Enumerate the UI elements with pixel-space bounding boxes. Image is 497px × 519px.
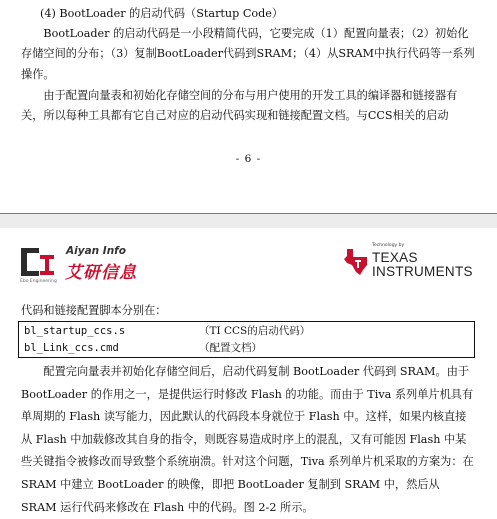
page-number: - 6 -	[235, 153, 262, 165]
page-gap	[0, 214, 497, 228]
code-file-comment: （TI CCS的启动代码）	[199, 325, 311, 337]
paragraph-sram-copy: 配置完向量表并初始化存储空间后，启动代码复制 BootLoader 代码到 SRAM。由于 BootLoader 的作用之一，是提供运行时修改 Flash 的功能。而由于 Tiva 系列单片机具有单周期的 Flash 读写能力，因此默认的代码段本身就位于 Flash 中。这样，如果内核直接从 Flash 中加载修改其自身的指令，则既容易造成时序上的混乱，又有可能因 Flash 中某些关键指令被修改而导致整个系统崩溃。针对这个问题，Tiva 系列单片机采取的方案为：在 SRAM 中建立 BootLoader 的映像，即把 BootLoader 复制到 SRAM 中，然后从 SRAM 运行代码来修改在 Flash 中的代码。图 2-2 所示。	[21, 365, 474, 514]
aiyan-tagline: Ebo Engineering	[20, 279, 57, 284]
paragraph-toolchain: 由于配置向量表和初始化存储空间的分布与用户使用的开发工具的编译器和链接器有关，所以每种工具都有它自己对应的启动代码实现和链接配置文档。与CCS相关的启动	[21, 89, 458, 123]
code-file-name: bl_Link_ccs.cmd	[24, 342, 119, 354]
texas-state-icon	[343, 248, 369, 276]
code-file-comment: （配置文档）	[199, 342, 262, 354]
aiyan-logo	[20, 244, 170, 284]
code-box	[18, 321, 475, 358]
ti-brand-instruments: INSTRUMENTS	[372, 264, 473, 279]
aiyan-brand-cn: 艾研信息	[65, 263, 137, 283]
code-intro: 代码和链接配置脚本分别在：	[21, 304, 167, 317]
aiyan-mark-icon	[20, 246, 58, 280]
ti-logo	[343, 242, 473, 282]
code-file-name: bl_startup_ccs.s	[24, 325, 126, 337]
aiyan-brand-en: Aiyan Info	[66, 245, 126, 257]
paragraph-startup-intro: BootLoader 的启动代码是一小段精简代码，它要完成（1）配置向量表；（2）初始化存储空间的分布；（3）复制BootLoader代码到SRAM；（4）从SRAM中执行代码等一系列操作。	[21, 27, 475, 81]
ti-brand-texas: TEXAS	[372, 250, 418, 265]
section-heading: (4) BootLoader 的启动代码（Startup Code）	[40, 7, 284, 20]
ti-tech-by: Technology by	[372, 243, 405, 248]
